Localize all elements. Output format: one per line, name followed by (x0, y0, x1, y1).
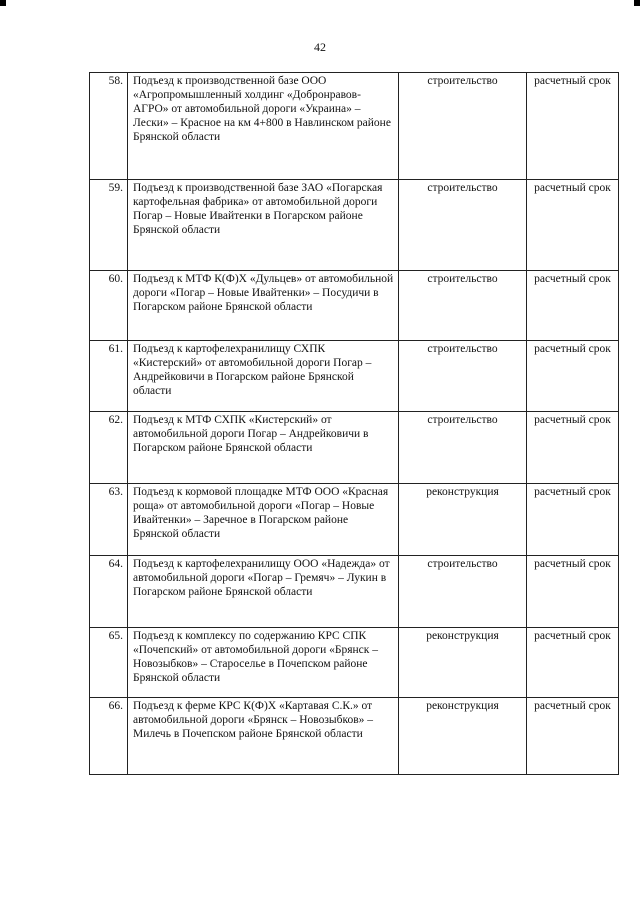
row-number: 58. (90, 73, 128, 180)
row-work-type: реконструкция (399, 698, 527, 775)
row-description: Подъезд к МТФ СХПК «Кистерский» от автомобильной дороги Погар – Андрейковичи в Погарском районе Брянской области (128, 412, 399, 484)
row-number: 60. (90, 271, 128, 341)
row-work-type: строительство (399, 180, 527, 271)
row-work-type: строительство (399, 73, 527, 180)
row-work-type: строительство (399, 556, 527, 628)
row-description: Подъезд к картофелехранилищу ООО «Надежда» от автомобильной дороги «Погар – Гремяч» – Лукин в Погарском районе Брянской области (128, 556, 399, 628)
table-row (90, 556, 619, 628)
row-description: Подъезд к картофелехранилищу СХПК «Кистерский» от автомобильной дороги Погар – Андрейковичи в Погарском районе Брянской области (128, 341, 399, 412)
row-term: расчетный срок (527, 698, 619, 775)
row-work-type: строительство (399, 271, 527, 341)
row-description: Подъезд к МТФ К(Ф)Х «Дульцев» от автомобильной дороги «Погар – Новые Ивайтенки» – Посудичи в Погарском районе Брянской области (128, 271, 399, 341)
roads-table (89, 72, 619, 775)
row-term: расчетный срок (527, 412, 619, 484)
row-description: Подъезд к кормовой площадке МТФ ООО «Красная роща» от автомобильной дороги «Погар – Новые Ивайтенки» – Заречное в Погарском районе Брянской области (128, 484, 399, 556)
row-description: Подъезд к комплексу по содержанию КРС СПК «Почепский» от автомобильной дороги «Брянск – Новозыбков» – Староселье в Почепском районе Брянской области (128, 628, 399, 698)
row-term: расчетный срок (527, 180, 619, 271)
scan-corner-mark-left (0, 0, 6, 6)
row-term: расчетный срок (527, 271, 619, 341)
table-row (90, 180, 619, 271)
row-work-type: строительство (399, 412, 527, 484)
row-number: 62. (90, 412, 128, 484)
table-row (90, 698, 619, 775)
row-description: Подъезд к производственной базе ЗАО «Погарская картофельная фабрика» от автомобильной дороги Погар – Новые Ивайтенки в Погарском районе Брянской области (128, 180, 399, 271)
row-number: 59. (90, 180, 128, 271)
page-number: 42 (314, 40, 326, 54)
row-number: 63. (90, 484, 128, 556)
table-row (90, 73, 619, 180)
row-term: расчетный срок (527, 628, 619, 698)
table-row (90, 412, 619, 484)
table-row (90, 271, 619, 341)
row-term: расчетный срок (527, 556, 619, 628)
scan-corner-mark-right (634, 0, 640, 6)
row-work-type: реконструкция (399, 628, 527, 698)
row-number: 64. (90, 556, 128, 628)
row-number: 65. (90, 628, 128, 698)
row-term: расчетный срок (527, 73, 619, 180)
row-number: 66. (90, 698, 128, 775)
row-work-type: реконструкция (399, 484, 527, 556)
row-description: Подъезд к ферме КРС К(Ф)Х «Картавая С.К.» от автомобильной дороги «Брянск – Новозыбков» – Милечь в Почепском районе Брянской области (128, 698, 399, 775)
row-number: 61. (90, 341, 128, 412)
table-row (90, 628, 619, 698)
table-row (90, 341, 619, 412)
row-description: Подъезд к производственной базе ООО «Агропромышленный холдинг «Добронравов-АГРО» от автомобильной дороги «Украина» – Лески» – Красное на км 4+800 в Навлинском районе Брянской области (128, 73, 399, 180)
row-term: расчетный срок (527, 341, 619, 412)
row-term: расчетный срок (527, 484, 619, 556)
row-work-type: строительство (399, 341, 527, 412)
table-row (90, 484, 619, 556)
